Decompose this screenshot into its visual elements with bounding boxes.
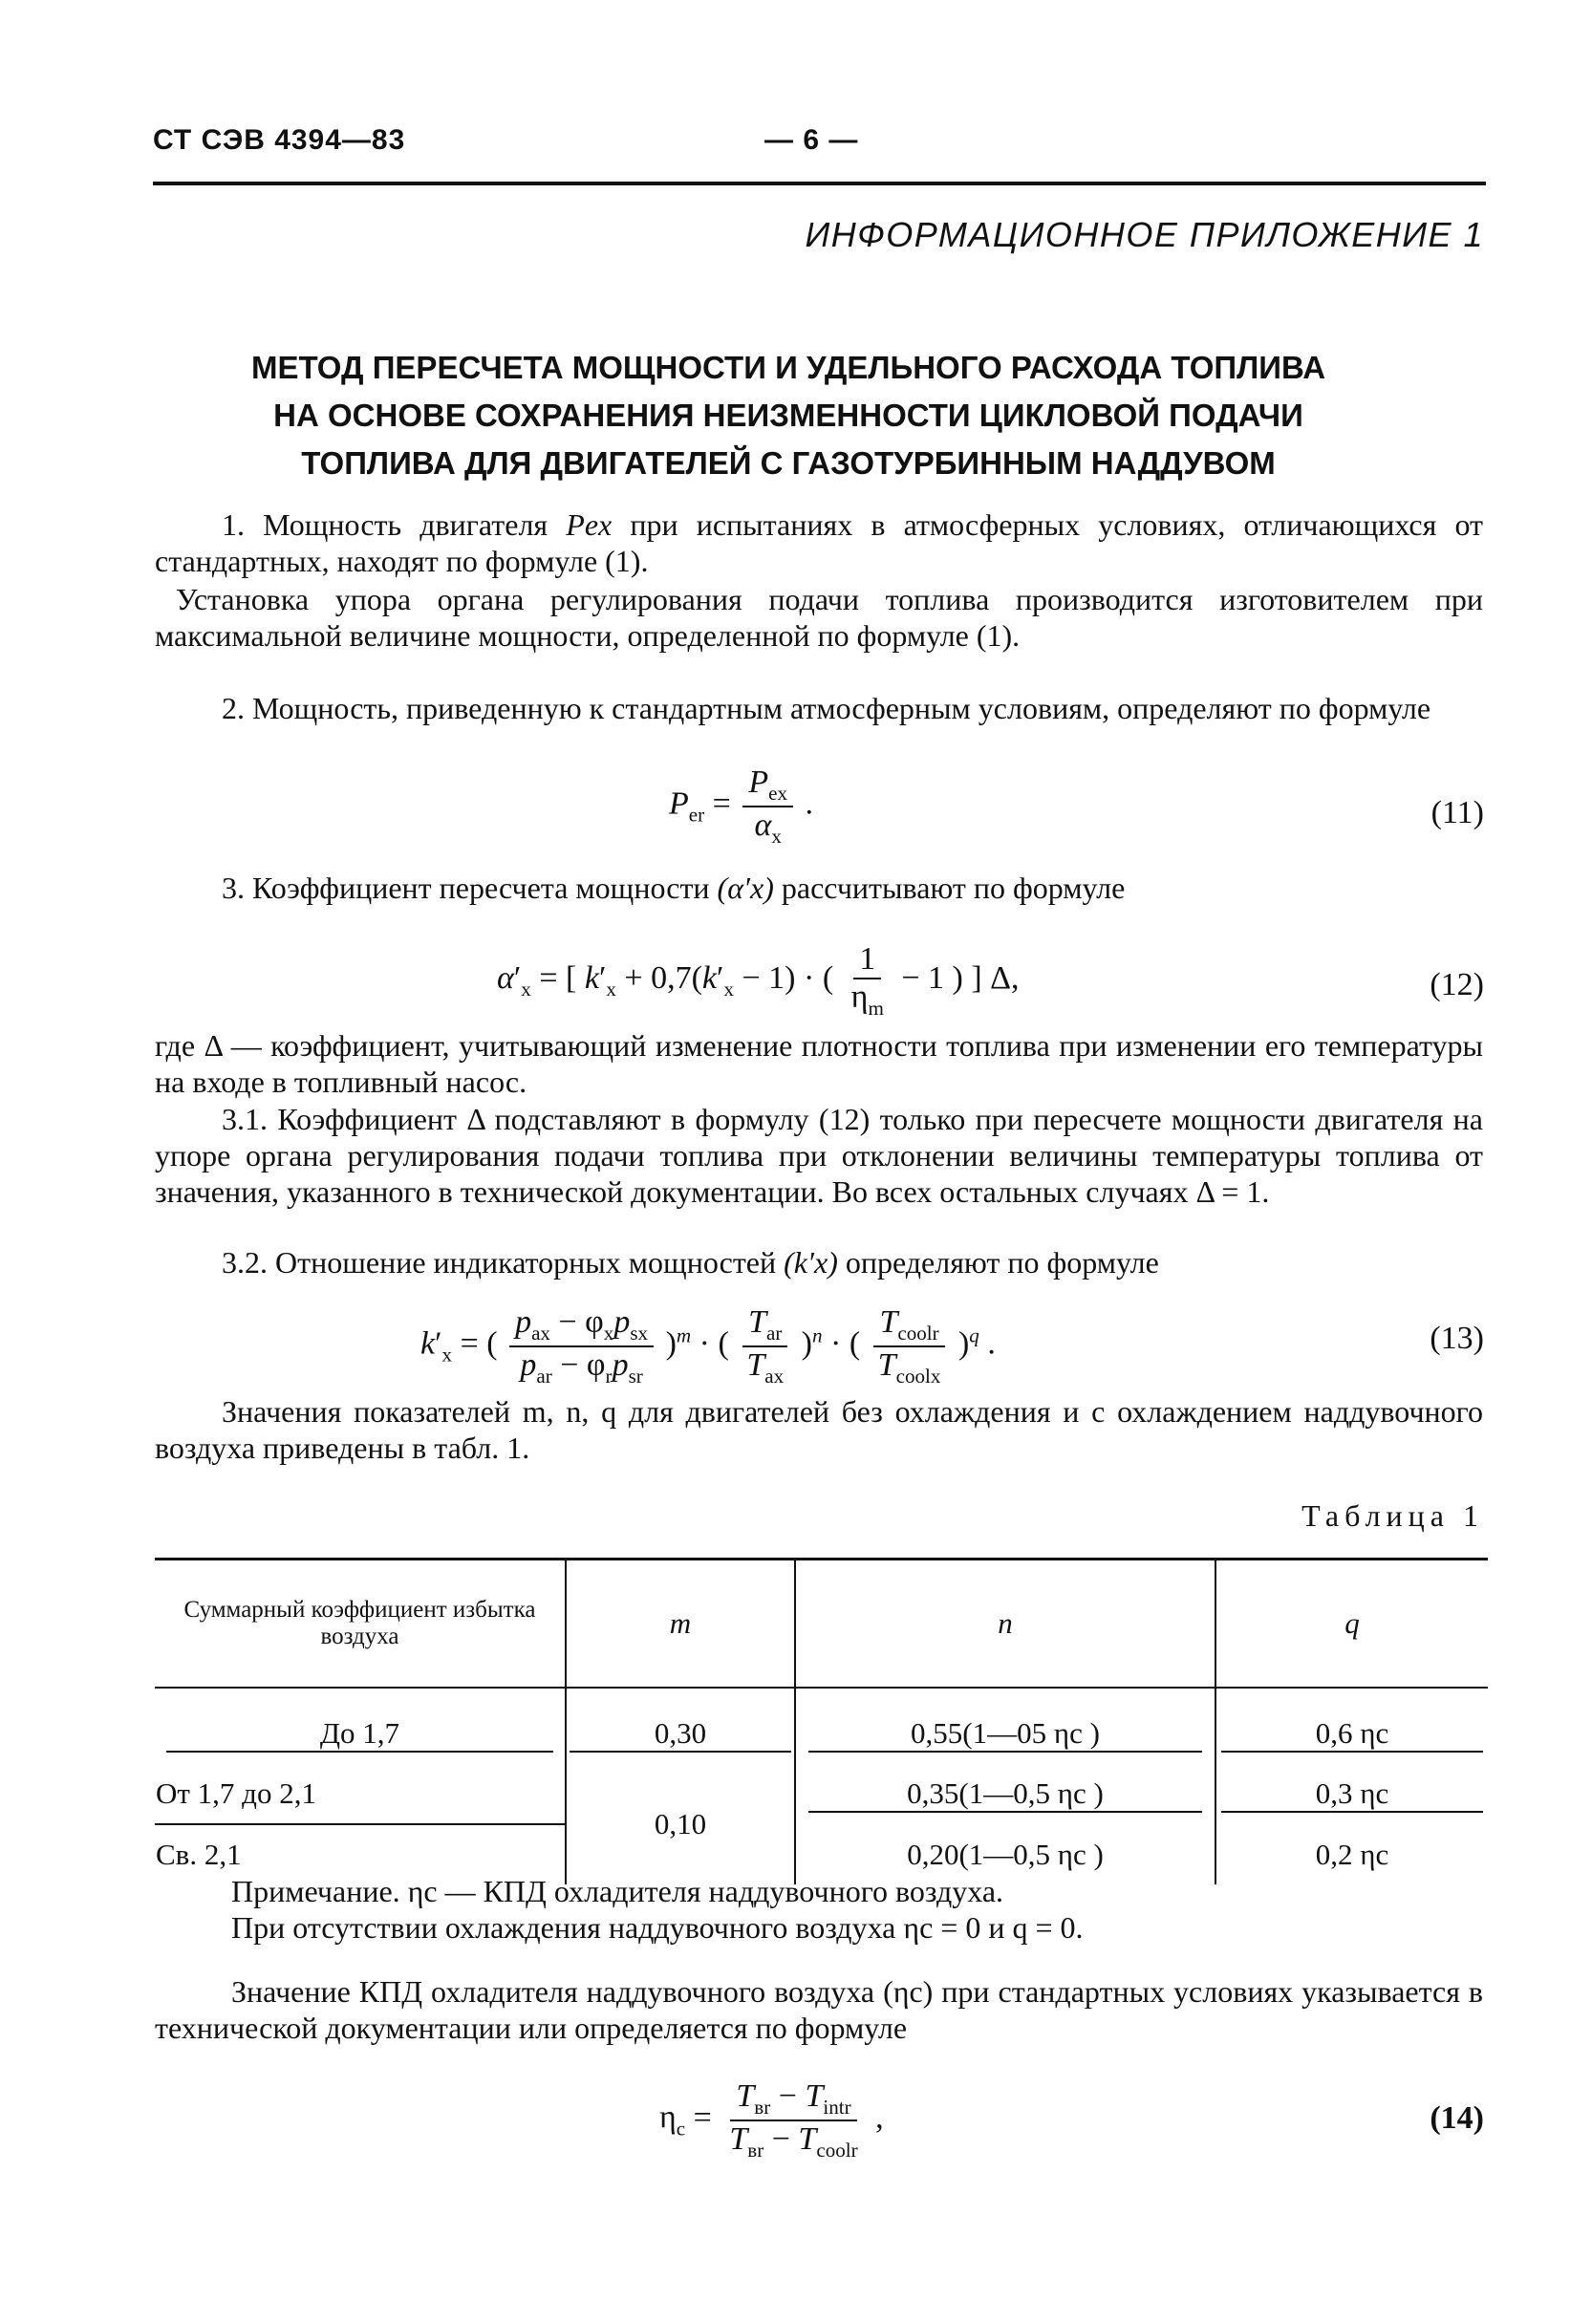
paragraph-8: Значение КПД охладителя наддувочного воздуха (ηс) при стандартных условиях указывается в технической документации или определяется по формуле xyxy=(155,1974,1483,2045)
row1-air: До 1,7 xyxy=(166,1716,552,1753)
formula-13: $k'_x$ = ( $\frac{p_{ax} - \varphi_xp_{sx}}{p_{ar} - \varphi_rp_{sr}}$ )$^m$ · ( $\frac{T_{ar}}{T_{ax}}$ )$^n$ · ( $\frac{T_{coolr}}{T_{coolx}}$ )$^q$ . xyxy=(420,1304,996,1388)
paragraph-3 xyxy=(155,870,1483,906)
paragraph-5: 3.1. Коэффициент Δ подставляют в формулу (12) только при пересчете мощности двигателя на упоре органа регулирования подачи топлива при отклонении величины температуры топлива от значения, указанного в технической документации. Во всех остальных случаях Δ = 1. xyxy=(155,1102,1483,1209)
paragraph-7: Значения показателей m, n, q для двигателей без охлаждения и с охлаждением наддувочного воздуха приведены в табл. 1. xyxy=(155,1394,1483,1465)
paragraph-1-cont: Установка упора органа регулирования подачи топлива производится изготовителем при максимальной величине мощности, определенной по формуле (1). xyxy=(155,582,1483,653)
formula-12: $\alpha'_x$ = [ $k'_x + 0,7(k'_x - 1)$ · ( $\frac{1}{\eta_m}$ − 1 ) ] Δ, xyxy=(497,941,1020,1020)
header-rule xyxy=(153,182,1486,185)
p3-start: 3. Коэффициент пересчета мощности xyxy=(222,871,710,905)
formula-11: $P_{er}$ = $\frac{P_{ex}}{\alpha_x}$ . xyxy=(669,764,814,848)
document-code: СТ СЭВ 4394—83 xyxy=(153,124,406,156)
page-number: — 6 — xyxy=(764,124,859,156)
eq-number-14: (14) xyxy=(1430,2100,1484,2136)
row2-q: 0,3 ηс xyxy=(1221,1776,1483,1813)
title-line-2: НА ОСНОВЕ СОХРАНЕНИЯ НЕИЗМЕННОСТИ ЦИКЛОВОЙ ПОДАЧИ xyxy=(273,398,1303,433)
pex-symbol: Pex xyxy=(566,507,613,542)
header-n: n xyxy=(795,1560,1215,1689)
p1-start: 1. Мощность двигателя xyxy=(222,507,548,542)
p6-end: определяют по формуле xyxy=(845,1245,1159,1280)
p1-end: при испытаниях в атмосферных условиях, отличающихся от стандартных, находят по формуле (1). xyxy=(155,507,1484,578)
eq-number-12: (12) xyxy=(1430,967,1484,1002)
paragraph-2: 2. Мощность, приведенную к стандартным атмосферным условиям, определяют по формуле xyxy=(222,691,1431,725)
row2-n: 0,35(1—0,5 ηс ) xyxy=(808,1776,1202,1813)
k-symbol: (k′x) xyxy=(784,1245,838,1280)
coefficients-table xyxy=(155,1558,1488,1884)
note-line-2: При отсутствии охлаждения наддувочного воздуха ηс = 0 и q = 0. xyxy=(231,1910,1084,1945)
table-row xyxy=(155,1764,1488,1824)
row1-q: 0,6 ηс xyxy=(1221,1716,1483,1753)
alpha-symbol: (α′x) xyxy=(717,871,774,905)
title-line-1: МЕТОД ПЕРЕСЧЕТА МОЩНОСТИ И УДЕЛЬНОГО РАСХОДА ТОПЛИВА xyxy=(250,350,1326,385)
table-header-row xyxy=(155,1560,1488,1689)
note-line-1: Примечание. ηс — КПД охладителя наддувочного воздуха. xyxy=(231,1874,1004,1908)
eq-number-11: (11) xyxy=(1430,795,1484,830)
row2-m: 0,10 xyxy=(566,1764,795,1884)
paragraph-6 xyxy=(155,1244,1483,1280)
section-title xyxy=(115,344,1462,487)
title-line-3: ТОПЛИВА ДЛЯ ДВИГАТЕЛЕЙ С ГАЗОТУРБИННЫМ НАДДУВОМ xyxy=(301,445,1276,481)
row3-n: 0,20(1—0,5 ηс ) xyxy=(795,1824,1215,1884)
row2-air: От 1,7 до 2,1 xyxy=(155,1764,566,1824)
appendix-label: ИНФОРМАЦИОННОЕ ПРИЛОЖЕНИЕ 1 xyxy=(805,215,1484,254)
table-caption: Таблица 1 xyxy=(1301,1498,1484,1533)
eq-number-13: (13) xyxy=(1430,1321,1484,1356)
row3-air: Св. 2,1 xyxy=(156,1838,242,1871)
header-air-excess: Суммарный коэффициент избытка воздуха xyxy=(155,1560,566,1689)
row1-n: 0,55(1—05 ηс ) xyxy=(808,1716,1202,1753)
p6-start: 3.2. Отношение индикаторных мощностей xyxy=(222,1245,777,1280)
header-m: m xyxy=(566,1560,795,1689)
row1-m: 0,30 xyxy=(570,1716,791,1753)
paragraph-1 xyxy=(155,506,1483,579)
formula-14: $\eta_c$ = $\frac{T_{вr} - T_{intr}}{T_{вr} - T_{coolr}}$ , xyxy=(659,2078,884,2162)
table-row xyxy=(155,1688,1488,1764)
paragraph-4: где Δ — коэффициент, учитывающий изменение плотности топлива при изменении его температуры на входе в топливный насос. xyxy=(155,1028,1483,1099)
header-q: q xyxy=(1215,1560,1488,1689)
p3-end: рассчитывают по формуле xyxy=(781,871,1126,905)
row3-q: 0,2 ηс xyxy=(1215,1824,1488,1884)
